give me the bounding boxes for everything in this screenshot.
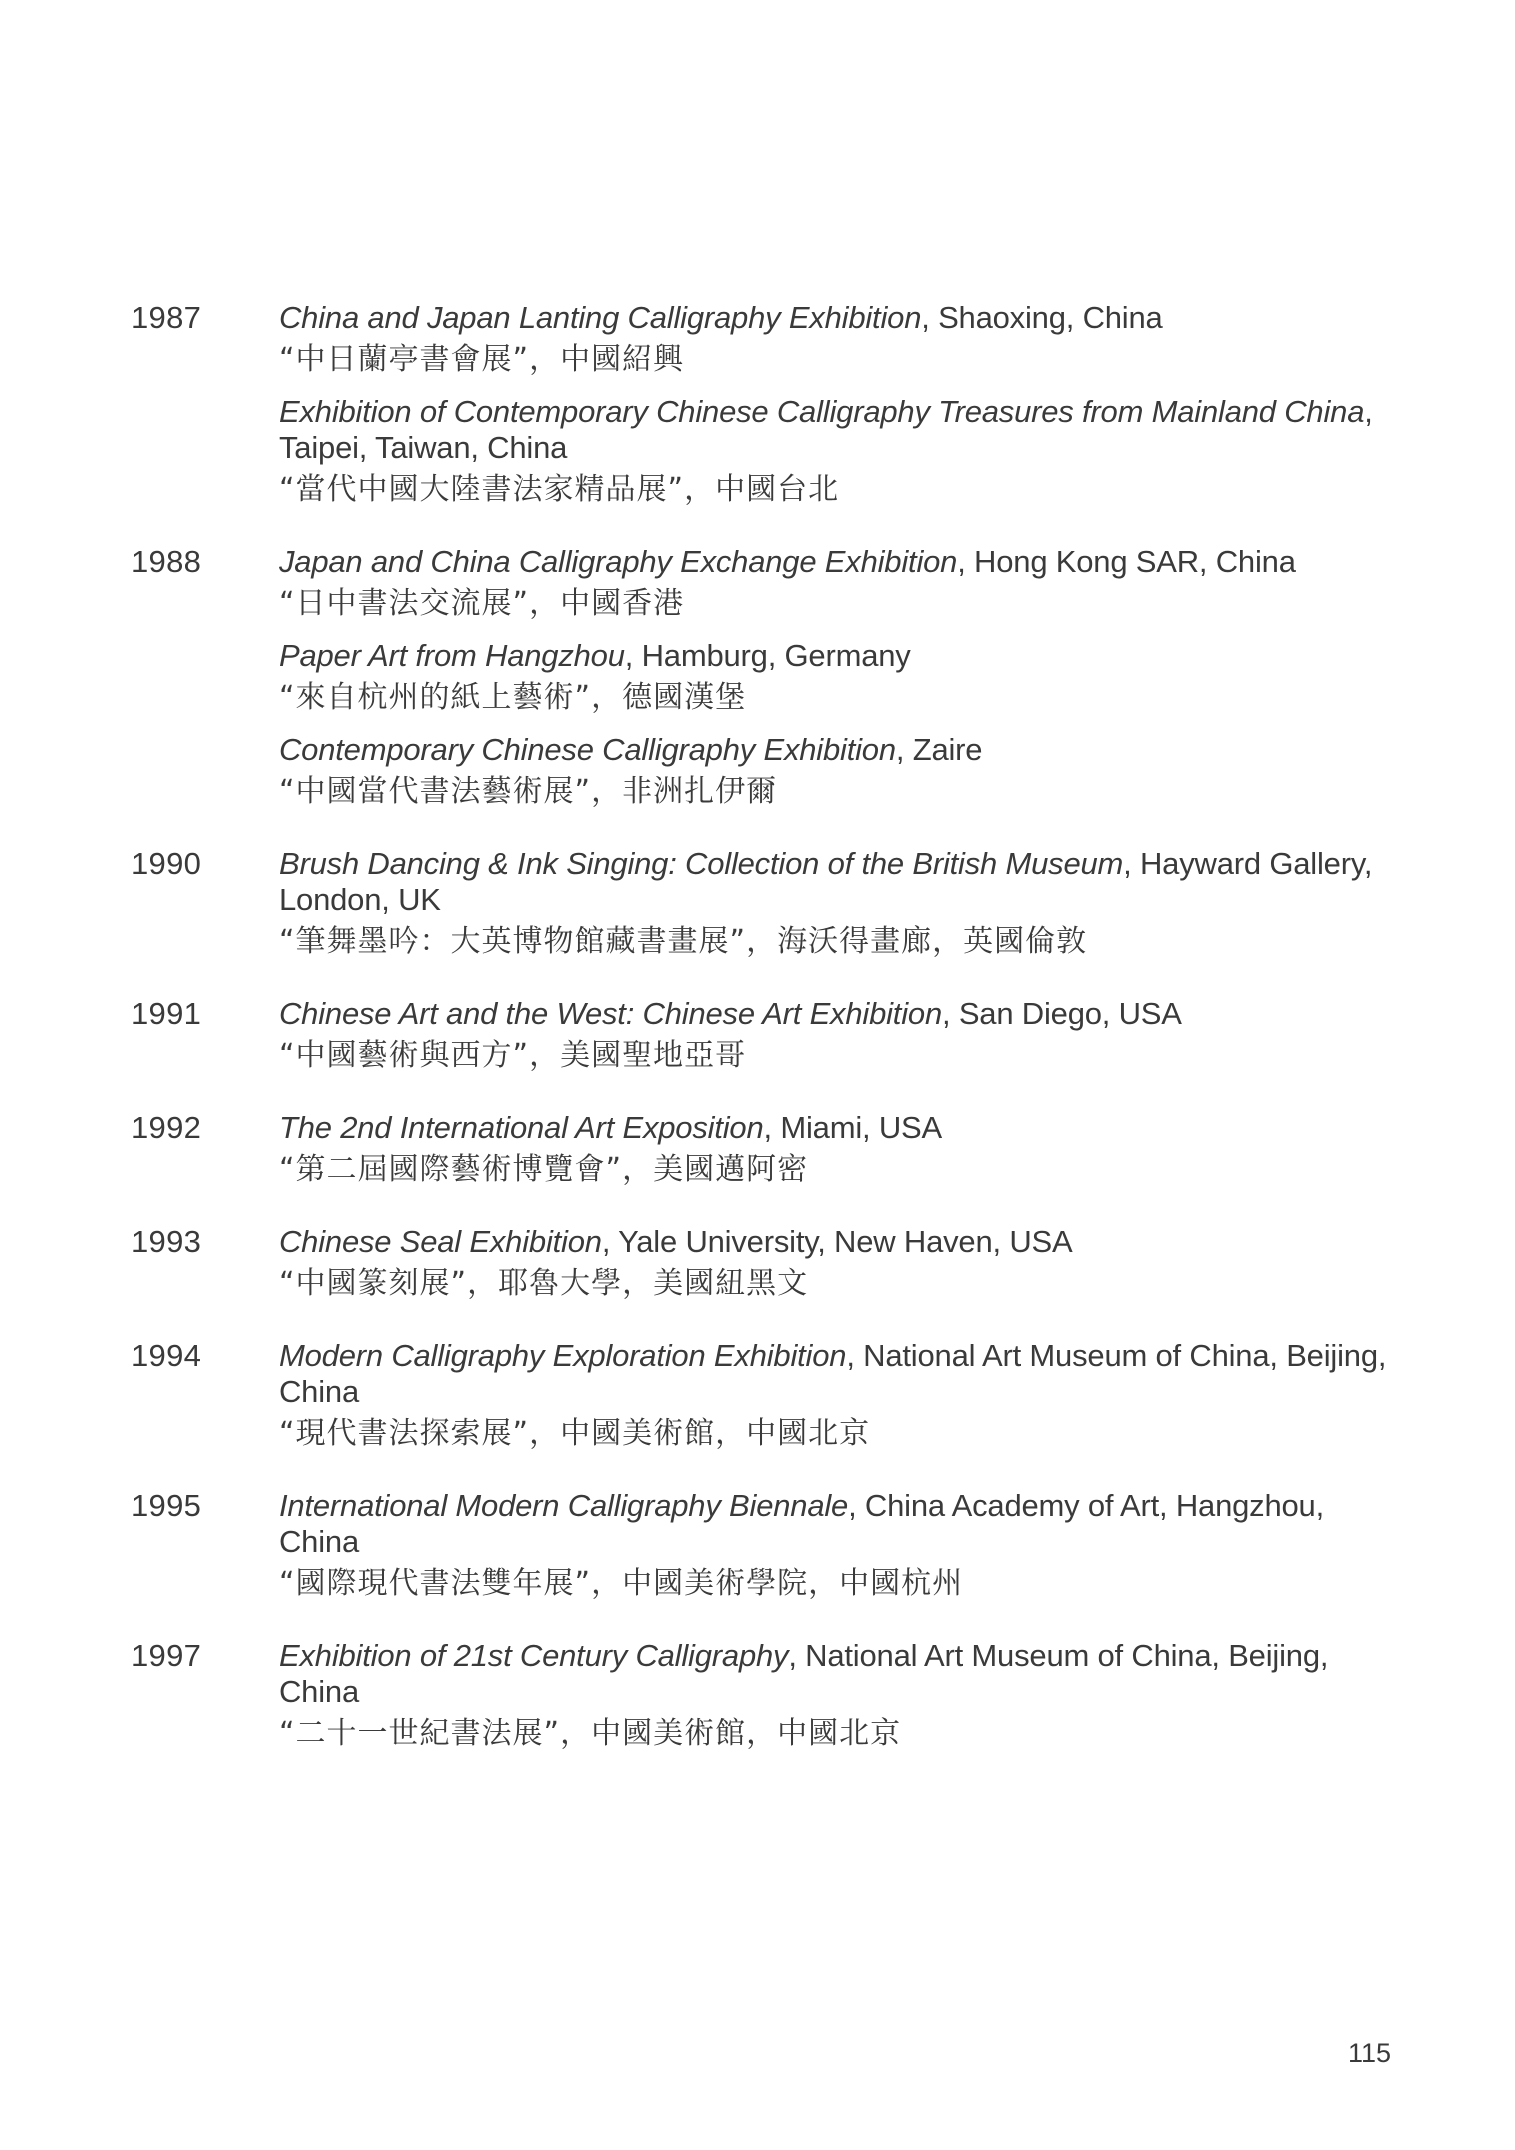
year-block [131, 544, 1391, 812]
exhibition-chinese-line: “中國篆刻展”，耶魯大學，美國紐黑文 [279, 1266, 809, 1301]
exhibition-title: International Modern Calligraphy Biennale [279, 1488, 849, 1523]
exhibition-chinese-line: “筆舞墨吟：大英博物館藏書畫展”，海沃得畫廊，英國倫敦 [279, 924, 1088, 959]
exhibition-entries [279, 1338, 1391, 1454]
exhibition-location: , Hamburg, Germany [624, 638, 911, 673]
exhibition-entries [279, 996, 1391, 1076]
exhibition-title: Paper Art from Hangzhou [279, 638, 625, 673]
exhibition-title: China and Japan Lanting Calligraphy Exhibition [279, 300, 922, 335]
exhibition-entry [279, 394, 1391, 510]
year-label: 1988 [131, 544, 202, 579]
exhibition-chinese-line: “當代中國大陸書法家精品展”，中國台北 [279, 472, 840, 507]
exhibition-english-line [279, 732, 1391, 768]
exhibition-location: , San Diego, USA [942, 996, 1182, 1031]
exhibition-entry [279, 1338, 1391, 1454]
exhibition-location: , Hong Kong SAR, China [957, 544, 1296, 579]
exhibition-title: Chinese Art and the West: Chinese Art Exhibition [279, 996, 942, 1031]
year-block [131, 1638, 1391, 1754]
exhibition-entry [279, 996, 1391, 1076]
exhibition-english-line [279, 1224, 1391, 1260]
exhibition-english-line [279, 544, 1391, 580]
exhibition-entry [279, 638, 1391, 718]
exhibition-chinese-line: “來自杭州的紙上藝術”，德國漢堡 [279, 680, 747, 715]
year-label: 1991 [131, 996, 202, 1031]
exhibition-title: Exhibition of Contemporary Chinese Calligraphy Treasures from Mainland China [279, 394, 1365, 429]
year-block [131, 1488, 1391, 1604]
exhibition-english-line [279, 300, 1391, 336]
exhibition-entries [279, 1488, 1391, 1604]
exhibition-chinese-line: “中日蘭亭書會展”，中國紹興 [279, 342, 685, 377]
year-block [131, 1224, 1391, 1304]
exhibition-location: , Yale University, New Haven, USA [601, 1224, 1073, 1259]
year-label: 1987 [131, 300, 202, 335]
year-block [131, 300, 1391, 510]
year-block [131, 846, 1391, 962]
exhibition-entries [279, 846, 1391, 962]
year-label: 1990 [131, 846, 202, 881]
year-block [131, 1338, 1391, 1454]
exhibition-location: , Zaire [895, 732, 983, 767]
exhibition-location: , Hayward Gallery, London, UK [279, 846, 1373, 917]
exhibition-chinese-line: “第二屆國際藝術博覽會”，美國邁阿密 [279, 1152, 809, 1187]
exhibition-english-line [279, 638, 1391, 674]
exhibition-chinese-line: “中國當代書法藝術展”，非洲扎伊爾 [279, 774, 778, 809]
exhibition-title: Contemporary Chinese Calligraphy Exhibition [279, 732, 896, 767]
exhibition-chinese-line: “現代書法探索展”，中國美術館，中國北京 [279, 1416, 871, 1451]
year-block [131, 1110, 1391, 1190]
exhibition-entry [279, 1638, 1391, 1754]
exhibition-entry [279, 544, 1391, 624]
exhibition-chinese-line: “國際現代書法雙年展”，中國美術學院，中國杭州 [279, 1566, 964, 1601]
year-label: 1995 [131, 1488, 202, 1523]
exhibition-entry [279, 1224, 1391, 1304]
exhibition-title: Modern Calligraphy Exploration Exhibition [279, 1338, 847, 1373]
year-label: 1994 [131, 1338, 202, 1373]
exhibition-english-line [279, 1110, 1391, 1146]
year-label: 1997 [131, 1638, 202, 1673]
exhibition-chinese-line: “日中書法交流展”，中國香港 [279, 586, 685, 621]
exhibition-timeline [131, 300, 1391, 1788]
exhibition-english-line [279, 394, 1391, 466]
exhibition-english-line [279, 1338, 1391, 1410]
exhibition-title: Japan and China Calligraphy Exchange Exhibition [279, 544, 958, 579]
exhibition-entries [279, 1638, 1391, 1754]
exhibition-chinese-line: “二十一世紀書法展”，中國美術館，中國北京 [279, 1716, 902, 1751]
year-label: 1993 [131, 1224, 202, 1259]
page-number: 115 [1347, 2038, 1391, 2068]
exhibition-entry [279, 300, 1391, 380]
exhibition-entries [279, 544, 1391, 812]
exhibition-location: , National Art Museum of China, Beijing, China [279, 1338, 1387, 1409]
exhibition-entry [279, 1110, 1391, 1190]
exhibition-title: The 2nd International Art Exposition [279, 1110, 764, 1145]
exhibition-location: , Shaoxing, China [921, 300, 1163, 335]
exhibition-location: , National Art Museum of China, Beijing, China [279, 1638, 1329, 1709]
exhibition-title: Chinese Seal Exhibition [279, 1224, 602, 1259]
exhibition-entry [279, 1488, 1391, 1604]
year-label: 1992 [131, 1110, 202, 1145]
exhibition-english-line [279, 1488, 1391, 1560]
exhibition-entry [279, 846, 1391, 962]
exhibition-entries [279, 300, 1391, 510]
exhibition-english-line [279, 846, 1391, 918]
exhibition-location: , Miami, USA [763, 1110, 942, 1145]
exhibition-location: , Taipei, Taiwan, China [279, 394, 1373, 465]
exhibition-english-line [279, 1638, 1391, 1710]
exhibition-english-line [279, 996, 1391, 1032]
exhibition-location: , China Academy of Art, Hangzhou, China [279, 1488, 1325, 1559]
year-block [131, 996, 1391, 1076]
exhibition-entries [279, 1110, 1391, 1190]
exhibition-title: Exhibition of 21st Century Calligraphy [279, 1638, 789, 1673]
exhibition-chinese-line: “中國藝術與西方”，美國聖地亞哥 [279, 1038, 747, 1073]
exhibition-entry [279, 732, 1391, 812]
exhibition-title: Brush Dancing & Ink Singing: Collection of the British Museum [279, 846, 1124, 881]
exhibition-entries [279, 1224, 1391, 1304]
